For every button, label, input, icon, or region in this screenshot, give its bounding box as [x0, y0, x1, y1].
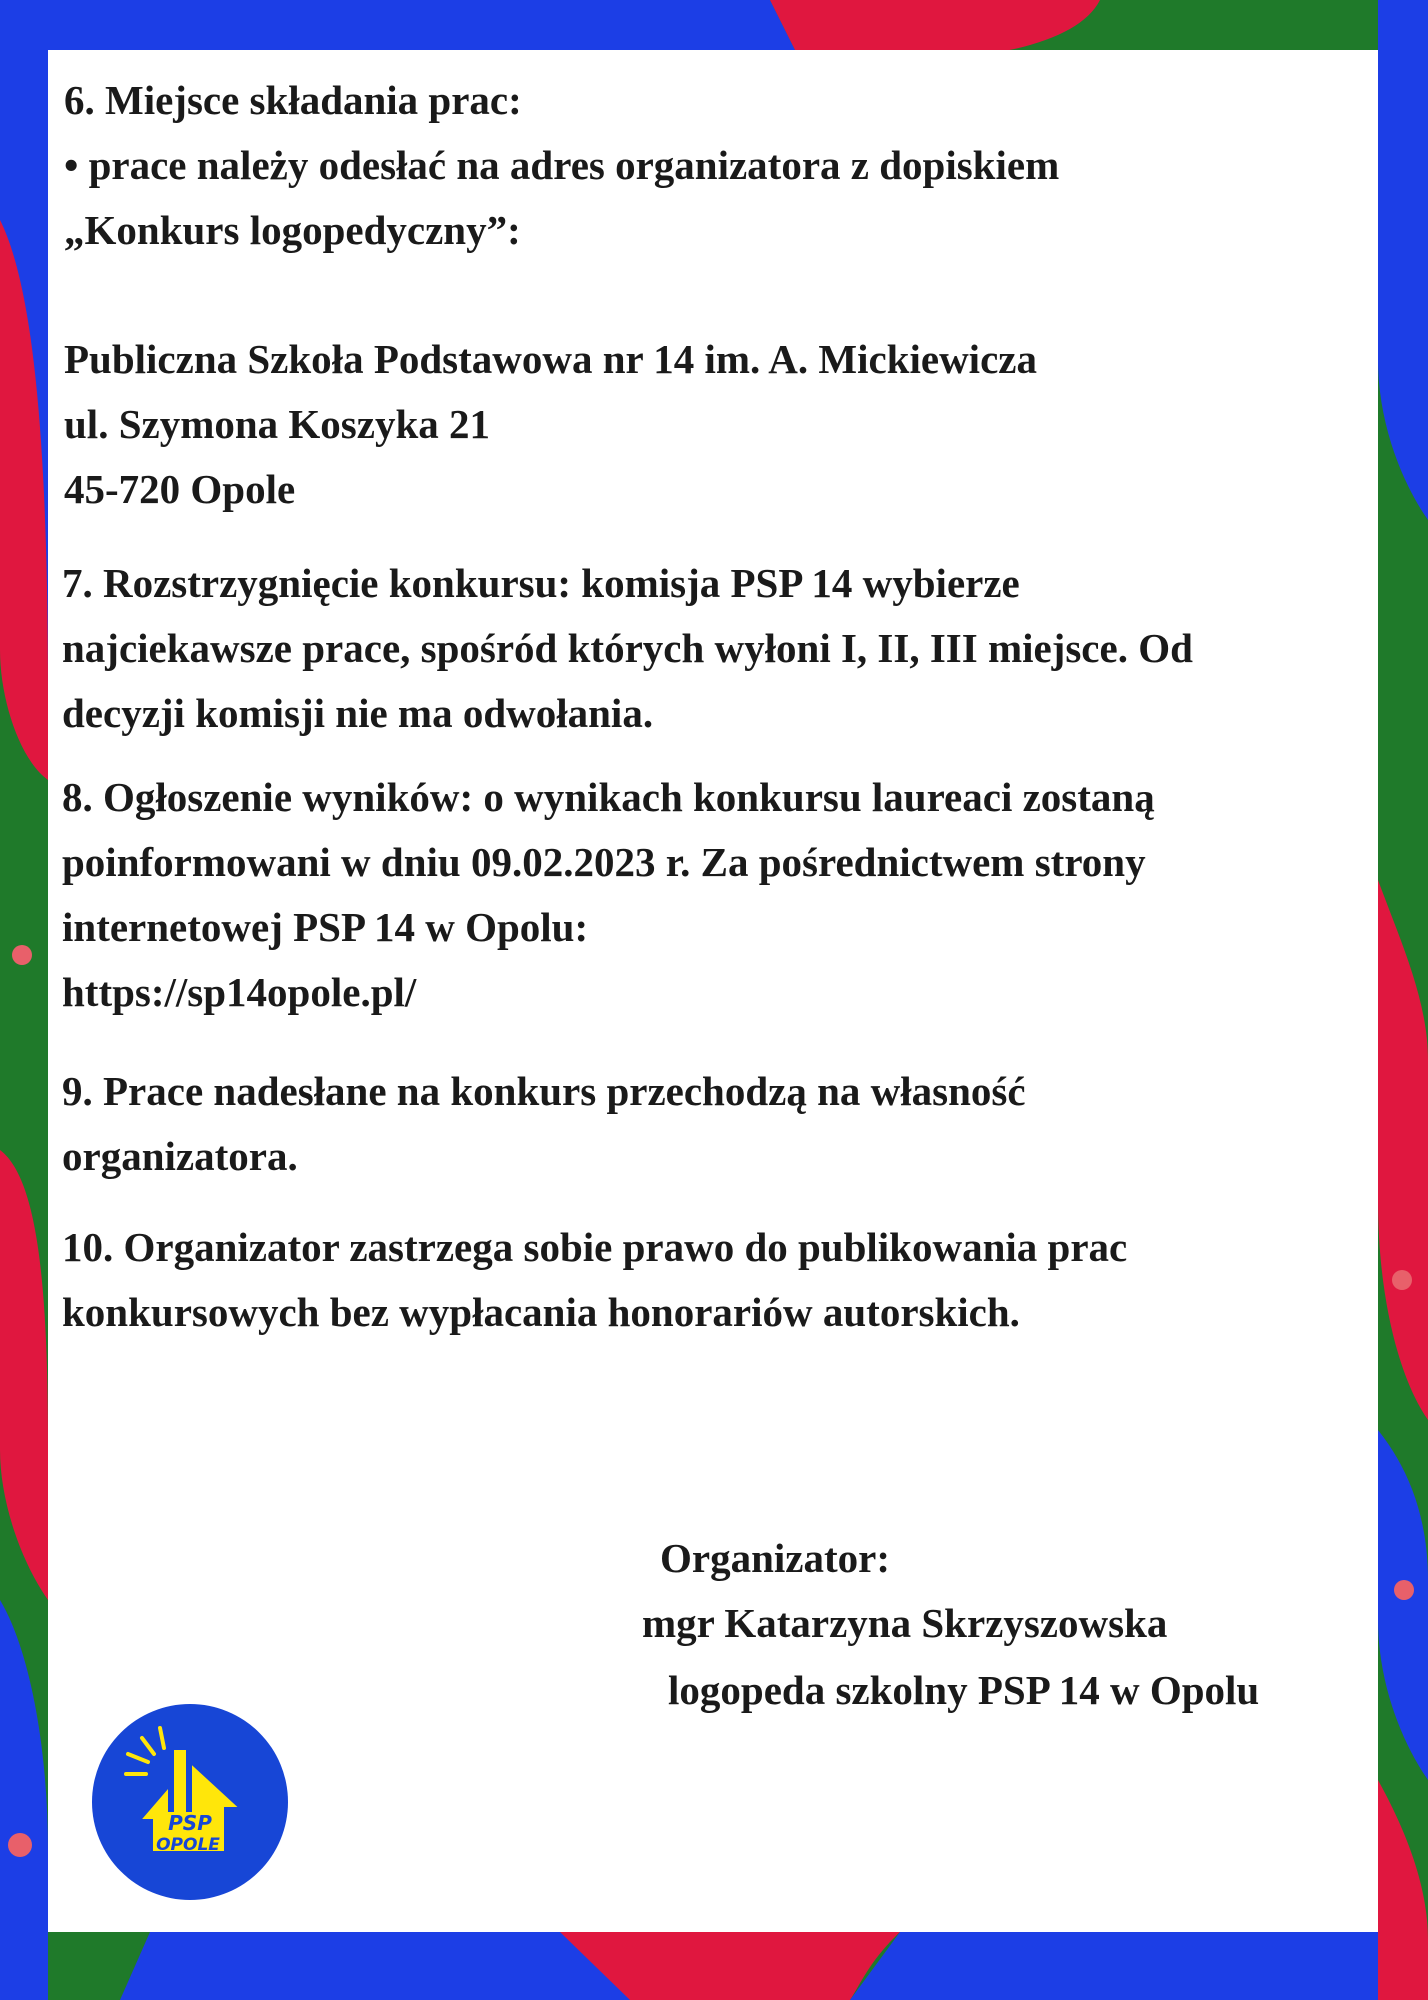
document-page [48, 50, 1378, 1932]
section-9-line: organizatora. [62, 1133, 298, 1179]
address-street: ul. Szymona Koszyka 21 [64, 401, 490, 447]
section-10 [62, 1215, 1362, 1345]
section-9-line: 9. Prace nadesłane na konkurs przechodzą na własność [62, 1068, 1026, 1114]
section-10-line: 10. Organizator zastrzega sobie prawo do publikowania prac [62, 1224, 1128, 1270]
logo-text-opole: OPOLE [156, 1835, 220, 1855]
logo-text-psp: PSP [168, 1811, 212, 1835]
section-8-line: poinformowani w dniu 09.02.2023 r. Za pośrednictwem strony [62, 839, 1146, 885]
section-6 [64, 68, 1364, 263]
section-10-line: konkursowych bez wypłacania honorariów autorskich. [62, 1289, 1020, 1335]
website-link[interactable]: https://sp14opole.pl/ [62, 969, 417, 1015]
section-8 [62, 765, 1362, 1025]
section-7-line: 7. Rozstrzygnięcie konkursu: komisja PSP 14 wybierze [62, 560, 1020, 606]
section-7-line: najciekawsze prace, spośród których wyłoni I, II, III miejsce. Od [62, 625, 1193, 671]
section-6-bullet: • prace należy odesłać na adres organizatora z dopiskiem [64, 142, 1060, 188]
organizer-address [64, 327, 1364, 522]
school-logo [90, 1702, 290, 1902]
section-6-heading: 6. Miejsce składania prac: [64, 77, 522, 123]
signature-role: logopeda szkolny PSP 14 w Opolu [668, 1667, 1260, 1713]
section-8-line: internetowej PSP 14 w Opolu: [62, 904, 589, 950]
address-school: Publiczna Szkoła Podstawowa nr 14 im. A. Mickiewicza [64, 336, 1037, 382]
section-8-line: 8. Ogłoszenie wyników: o wynikach konkursu laureaci zostaną [62, 774, 1155, 820]
section-7 [62, 551, 1362, 746]
address-city: 45-720 Opole [64, 466, 296, 512]
signature-label: Organizator: [660, 1535, 890, 1581]
section-7-line: decyzji komisji nie ma odwołania. [62, 690, 654, 736]
section-9 [62, 1059, 1362, 1189]
section-6-note: „Konkurs logopedyczny”: [64, 207, 521, 253]
signature-name: mgr Katarzyna Skrzyszowska [642, 1600, 1168, 1646]
